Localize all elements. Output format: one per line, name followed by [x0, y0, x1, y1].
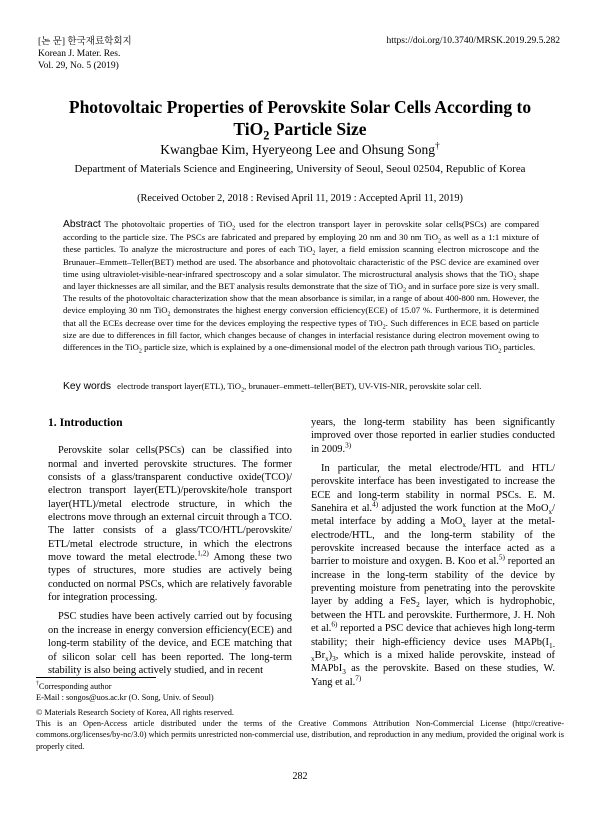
copyright-line: © Materials Research Society of Korea, All rights reserved.: [36, 708, 234, 717]
title-line-1: Photovoltaic Properties of Perovskite Solar Cells According to: [68, 97, 532, 117]
affiliation: Department of Materials Science and Engineering, University of Seoul, Seoul 02504, Republic of Korea: [74, 163, 526, 175]
author-names: Kwangbae Kim, Hyeryeong Lee and Ohsung Song: [160, 142, 436, 157]
abstract-label: Abstract: [63, 219, 101, 230]
paragraph: In particular, the metal electrode/HTL and HTL/ perovskite interface has been investigated to increase the ECE and long-term stability in normal PSCs. E. M. Sanehira et al.$^{4)}$ adjusted the work function at the MoO$_x$/ metal interface by adding a MoO$_x$ layer at the metal-electrode/HTL, and the long-term stability of the perovskite increased because the interface acted as a barrier to moisture and oxygen. B. Koo et al.$^{5)}$ reported an increase in the long-term stability of the device by preventing moisture from penetrating into the perovskite layer by adding a FeS$_2$ layer, which is hydrophobic, between the HTL and perovskite. Furthermore, J. H. Noh et al.$^{6)}$ reported a PSC device that achieves high long-term stability; their high-efficiency device uses $MAPb(I_{1-x}Br_x)_3$, which is a mixed halide perovskite, instead of MAPbI$_3$ as the perovskite. Based on these studies, W. Yang et al.$^{7)}$: [311, 463, 555, 688]
body-column-right: [311, 416, 555, 695]
body-column-left: [48, 416, 292, 683]
license-note: [36, 707, 564, 752]
abstract: Abstract The photovoltaic properties of TiO$_2$ used for the electron transport layer in perovskite solar cells(PSCs) are compared according to the particle size. The PSCs are fabricated and prepared by employing 20 nm and 30 nm TiO$_2$ as well as a 1:1 mixture of these particles. To analyze the microstructure and pores of each TiO$_2$ layer, a field emission scanning electron microscope and the Brunauer–Emmett–Teller(BET) method are used. The absorbance and photovoltaic characteristic of the PSC device are examined over time using ultraviolet-visible-near-infrared spectroscopy and a solar simulator. The microstructural analysis shows that the TiO$_2$ shape and layer thicknesses are all similar, and the BET analysis results demonstrate that the size of TiO$_2$ and in surface pore size is very small. The results of the photovoltaic characterization show that the mean absorbance is similar, in a range of about 400-800 nm. However, the device employing 30 nm TiO$_2$ demonstrates the highest energy conversion efficiency(ECE) of 15.07 %. Furthermore, it is determined that all the ECEs decrease over time for the devices employing the respective types of TiO$_2$. Such differences in ECE based on particle size are due to differences in fill factor, which changes because of changes in interfacial resistance during electron movement owing to differences in the TiO$_2$ particle size, which is explained by a one-dimensional model of the electron path through various TiO$_2$ particles.: [63, 219, 540, 355]
corresponding-email: E-Mail : songos@uos.ac.kr (O. Song, Univ. of Seoul): [36, 693, 214, 703]
journal-name-english: Korean J. Mater. Res.: [38, 49, 121, 59]
title-line-2: TiO$_2$ Particle Size: [233, 119, 367, 143]
citation: 7): [355, 674, 362, 683]
corresponding-dagger: †: [435, 141, 440, 152]
corresponding-author-note: †Corresponding author E-Mail : songos@uos.ac.kr (O. Song, Univ. of Seoul): [36, 681, 564, 703]
citation: 5): [498, 553, 505, 562]
citation: 6): [331, 620, 338, 629]
paragraph: years, the long-term stability has been significantly improved over those reported in earlier studies conducted in 2009.$^{3)}$: [311, 417, 555, 455]
journal-header: [38, 36, 132, 72]
keywords-label: Key words: [63, 381, 112, 392]
paragraph: PSC studies have been actively carried out by focusing on the increase in energy conversion efficiency(ECE) and long-term stability of the device, and ECE matching that of silicon solar cell has been reported. The long-term stability is also being actively studied, and in recent: [48, 611, 292, 676]
paper-title: [40, 96, 560, 143]
received-dates: (Received October 2, 2018 : Revised April 11, 2019 : Accepted April 11, 2019): [137, 193, 463, 204]
citation: 4): [372, 500, 379, 509]
citation: 3): [345, 441, 352, 450]
paragraph: Perovskite solar cells(PSCs) can be classified into normal and inverted perovskite structures. The former consists of a glass/transparent conductive oxide(TCO)/ electron transport layer(ETL)/perovskite/hole transport layer(HTL)/metal electrode structure, in which the electrons move through an external circuit through a TCO. The latter consists of a glass/TCO/HTL/perovskite/ ETL/metal electrode structure, in which the electrons move toward the metal electrode.$^{1,2)}$ Among these two types of structures, more studies are actively being conducted on normal PSCs, which are relatively favorable for integration processing.: [48, 445, 292, 604]
page-number: 282: [292, 771, 308, 782]
footnote-divider: [36, 677, 156, 678]
journal-volume: Vol. 29, No. 5 (2019): [38, 61, 119, 71]
author-list: [40, 142, 560, 158]
citation: 1,2): [197, 549, 209, 558]
section-heading: 1. Introduction: [48, 416, 123, 429]
doi-link[interactable]: https://doi.org/10.3740/MRSK.2019.29.5.282: [386, 36, 560, 46]
license-text: This is an Open-Access article distributed under the terms of the Creative Commons Attribution Non-Commercial License (http://creative-commons.org/licenses/by-nc/3.0) which permits unrestricted non-commercial use, distribution, and reproduction in any medium, provided the original work is properly cited.: [36, 719, 564, 751]
journal-name-korean: [논 문] 한국재료학회지: [38, 37, 132, 47]
keywords: Key words electrode transport layer(ETL), TiO$_2$, brunauer–emmett–teller(BET), UV-VIS-NIR, perovskite solar cell.: [63, 381, 482, 394]
